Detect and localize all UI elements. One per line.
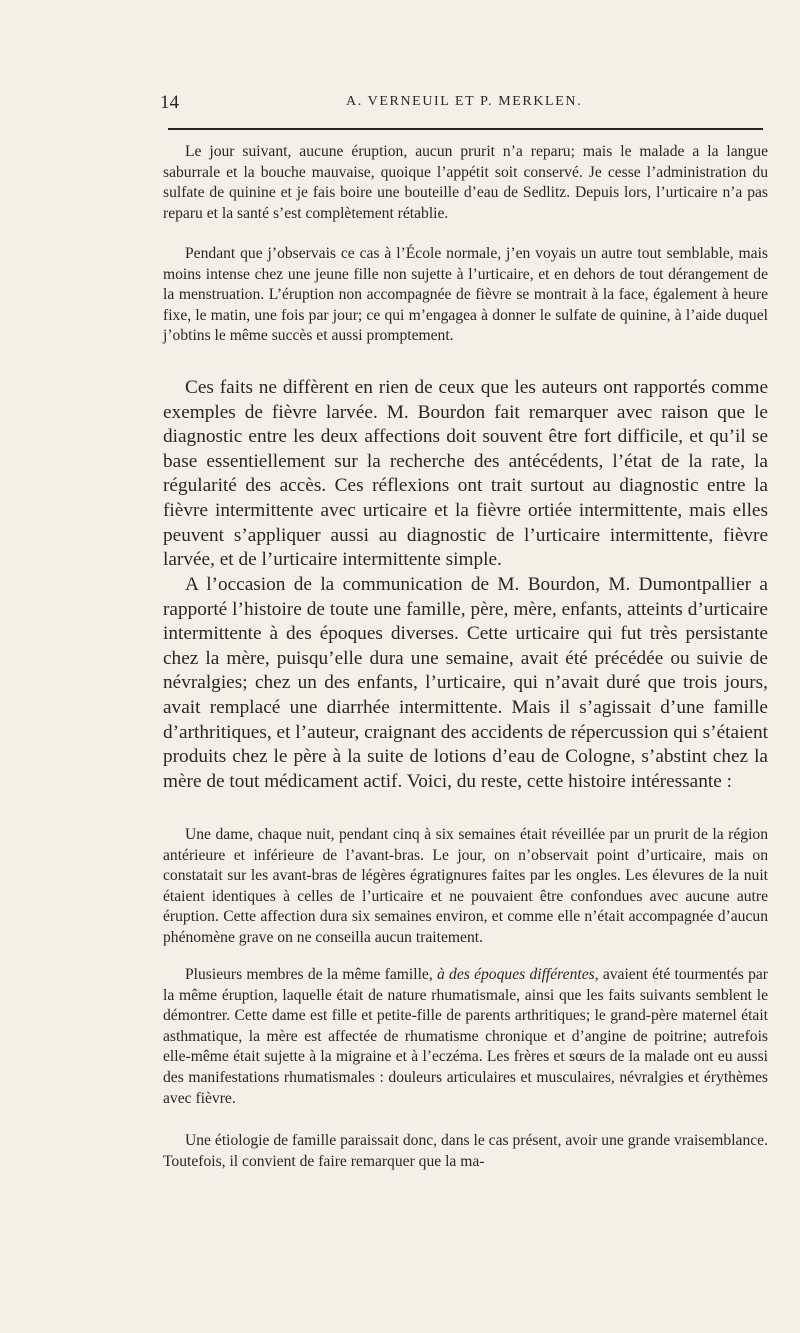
case-paragraph-2 <box>163 244 768 347</box>
running-head: A. VERNEUIL ET P. MERKLEN. <box>346 94 583 109</box>
case-paragraph-1 <box>163 142 768 224</box>
paragraph-text: Une dame, chaque nuit, pendant cinq à six semaines était réveillée par un prurit de la région antérieure et inférieure de l’avant-bras. Le jour, on n’observait point d’urticaire, mais on constatait sur les avant-bras de légères égratignures faites par les ongles. Les élevures de la nuit étaient identiques à celles de l’urticaire et ne pouvaient être confondues avec aucune autre éruption. Cette affection dura six semaines environ, et comme elle n’était accompagnée d’aucun phénomène grave on ne conseilla aucun traitement. <box>163 826 768 946</box>
paragraph-text: Une étiologie de famille paraissait donc, dans le cas présent, avoir une grande vraisemblance. Toutefois, il convient de faire remarquer que la ma- <box>163 1132 768 1170</box>
text-after: , avaient été tourmentés par la même éruption, laquelle était de nature rhumatismale, ainsi que les faits suivants semblent le démontrer. Cette dame est fille et petite-fille de parents arthritiques; le grand-père maternel était asthmatique, la mère est affectée de rhumatisme chronique et d’angine de poitrine; autrefois elle-même était sujette à la migraine et à l’eczéma. Les frères et sœurs de la malade ont eu aussi des manifestations rhumatismales : douleurs articulaires et musculaires, névralgies et érythèmes avec fièvre. <box>163 966 768 1107</box>
case-paragraph-4 <box>163 965 768 1109</box>
body-paragraph-2 <box>163 573 768 794</box>
text-before: Plusieurs membres de la même famille, <box>185 966 437 983</box>
paragraph-text: Ces faits ne diffèrent en rien de ceux que les auteurs ont rapportés comme exemples de fièvre larvée. M. Bourdon fait remarquer avec raison que le diagnostic entre les deux affections doit souvent être fort difficile, et qu’il se base essentiellement sur la recherche des antécédents, l’état de la rate, la régularité des accès. Ces réflexions ont trait surtout au diagnostic entre la fièvre intermittente avec urticaire et la fièvre ortiée intermittente, mais elles peuvent s’appliquer aussi au diagnostic de l’urticaire intermittente, fièvre larvée, et de l’urticaire intermittente simple. <box>163 377 768 571</box>
paragraph-text <box>163 965 768 1109</box>
paragraph-text: Le jour suivant, aucune éruption, aucun prurit n’a reparu; mais le malade a la langue saburrale et la bouche mauvaise, quoique l’appétit soit conservé. Je cesse l’administration du sulfate de quinine et je fais boire une bouteille d’eau de Sedlitz. Depuis lors, l’urticaire n’a pas reparu et la santé s’est complètement rétablie. <box>163 143 768 222</box>
paragraph-text: Pendant que j’observais ce cas à l’École normale, j’en voyais un autre tout semblable, mais moins intense chez une jeune fille non sujette à l’urticaire, et en dehors de tout dérangement de la menstruation. L’éruption non accompagnée de fièvre se montrait à la face, également à heure fixe, le matin, une fois par jour; ce qui m’engagea à donner le sulfate de quinine, à l’aide duquel j’obtins le même succès et aussi promptement. <box>163 245 768 345</box>
case-paragraph-3 <box>163 825 768 949</box>
case-paragraph-5 <box>163 1131 768 1172</box>
italic-emphasis: à des époques différentes <box>437 966 595 983</box>
page-header <box>160 92 765 114</box>
page-number: 14 <box>160 92 179 113</box>
header-rule <box>168 128 763 130</box>
paragraph-text: A l’occasion de la communication de M. Bourdon, M. Dumontpallier a rapporté l’histoire de toute une famille, père, mère, enfants, atteints d’urticaire intermittente à des époques diverses. Cette urticaire qui fut très persistante chez la mère, puisqu’elle dura une semaine, avait été précédée ou suivie de névralgies; chez un des enfants, l’urticaire, qui n’avait duré que trois jours, avait remplacé une diarrhée intermittente. Mais il s’agissait d’une famille d’arthritiques, et l’auteur, craignant des accidents de répercussion qui s’étaient produits chez le père à la suite de lotions d’eau de Cologne, s’abstint chez la mère de tout médicament actif. Voici, du reste, cette histoire intéressante : <box>163 574 768 792</box>
body-paragraph-1 <box>163 376 768 573</box>
